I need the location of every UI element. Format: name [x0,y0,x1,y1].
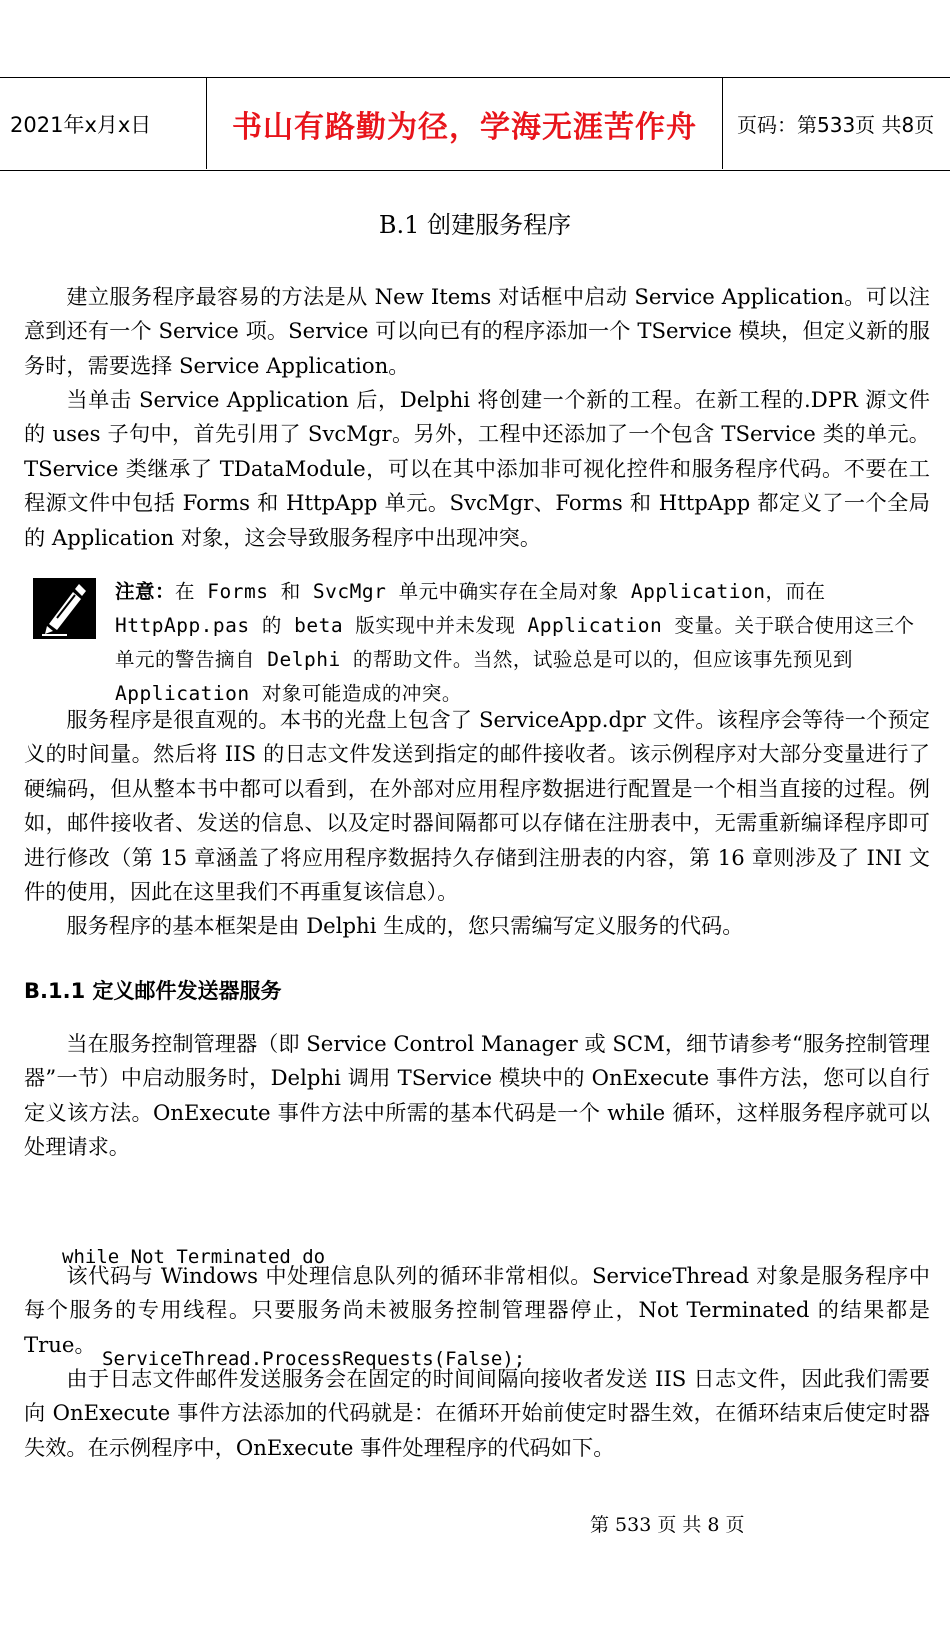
header-date: 2021年x月x日 [0,78,207,169]
header-motto: 书山有路勤为径，学海无涯苦作舟 [207,78,723,169]
page-footer: 第 533 页 共 8 页 [590,1514,745,1536]
code-line-1: while Not Terminated do [62,1246,326,1268]
note-label: 注意： [115,580,176,603]
note-text [115,575,915,711]
paragraph-4: 服务程序的基本框架是由 Delphi 生成的，您只需编写定义服务的代码。 [66,913,744,938]
header-page-info: 页码：第533页 共8页 [737,113,935,137]
note-box [33,575,913,710]
note-body: 在 Forms 和 SvcMgr 单元中确实存在全局对象 Application，而在 HttpApp.pas 的 beta 版实现中并未发现 Application 变量。关于联合使用这三个单元的警告摘自 Delphi 的帮助文件。当然，试验总是可以的，但应该事先预见到 Application 对象可能造成的冲突。 [115,580,915,705]
paragraph-7: 由于日志文件邮件发送服务会在固定的时间间隔向接收者发送 IIS 日志文件，因此我们需要向 OnExecute 事件方法添加的代码就是：在循环开始前使定时器生效，在循环结束后使定时器失效。在示例程序中，OnExecute 事件处理程序的代码如下。 [24,1366,930,1460]
code-line-2: ServiceThread.ProcessRequests(False); [102,1348,526,1370]
paragraph-3: 服务程序是很直观的。本书的光盘上包含了 ServiceApp.dpr 文件。该程序会等待一个预定义的时间量。然后将 IIS 的日志文件发送到指定的邮件接收者。该示例程序对大部分变量进行了硬编码，但从整本书中都可以看到，在外部对应用程序数据进行配置是一个相当直接的过程。例如，邮件接收者、发送的信息、以及定时器间隔都可以存储在注册表中，无需重新编译程序即可进行修改（第 15 章涵盖了将应用程序数据持久存储到注册表的内容，第 16 章则涉及了 INI 文件的使用，因此在这里我们不再重复该信息）。 [24,707,930,905]
subsection-title: B.1.1 定义邮件发送器服务 [24,979,282,1003]
section-title: B.1 创建服务程序 [378,211,572,239]
page-header [0,77,950,171]
pencil-icon [33,578,96,639]
paragraph-1: 建立服务程序最容易的方法是从 New Items 对话框中启动 Service Application。可以注意到还有一个 Service 项。Service 可以向已有的程序添加一个 TService 模块，但定义新的服务时，需要选择 Service Application。 [24,284,930,378]
paragraph-5: 当在服务控制管理器（即 Service Control Manager 或 SCM，细节请参考“服务控制管理器”一节）中启动服务时，Delphi 调用 TService 模块中的 OnExecute 事件方法，您可以自行定义该方法。OnExecute 事件方法中所需的基本代码是一个 while 循环，这样服务程序就可以处理请求。 [24,1031,930,1160]
paragraph-6: 该代码与 Windows 中处理信息队列的循环非常相似。ServiceThread 对象是服务程序中每个服务的专用线程。只要服务尚未被服务控制管理器停止，Not Terminated 的结果都是 True。 [24,1263,930,1357]
paragraph-2: 当单击 Service Application 后，Delphi 将创建一个新的工程。在新工程的.DPR 源文件的 uses 子句中，首先引用了 SvcMgr。另外，工程中还添加了一个包含 TService 类的单元。TService 类继承了 TDataModule，可以在其中添加非可视化控件和服务程序代码。不要在工程源文件中包括 Forms 和 HttpApp 单元。SvcMgr、Forms 和 HttpApp 都定义了一个全局的 Application 对象，这会导致服务程序中出现冲突。 [24,387,930,550]
